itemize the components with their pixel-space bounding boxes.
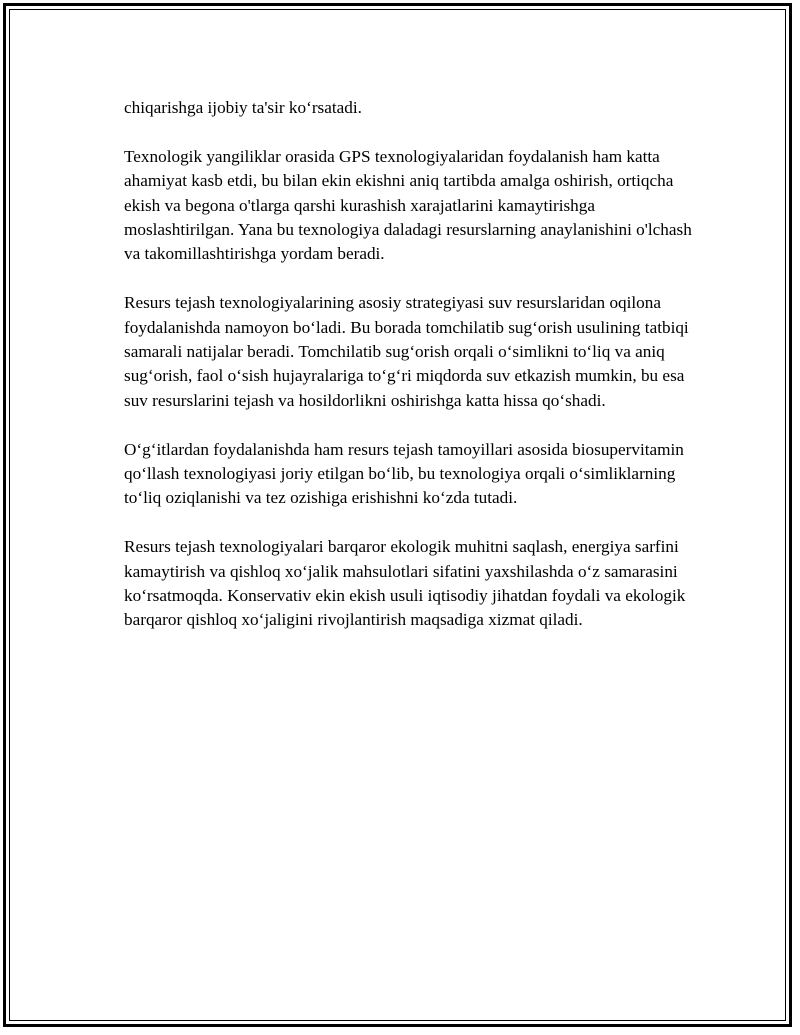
paragraph-conclusion: Resurs tejash texnologiyalari barqaror ekologik muhitni saqlash, energiya sarfini kamaytirish va qishloq xo‘jalik mahsulotlari sifatini yaxshilashda o‘z samarasini ko‘rsatmoqda. Konservativ ekin ekish usuli iqtisodiy jihatdan foydali va ekologik barqaror qishloq xo‘jaligini rivojlantirish maqsadiga xizmat qiladi. (124, 537, 686, 630)
paragraph-fertilizers: O‘g‘itlardan foydalanishda ham resurs tejash tamoyillari asosida biosupervitamin qo‘llash texnologiyasi joriy etilgan bo‘lib, bu texnologiya orqali o‘simliklarning to‘liq oziqlanishi va tez ozishiga erishishni ko‘zda tutadi. (124, 439, 684, 508)
page-frame (3, 3, 792, 1027)
paragraph-gps-technology: Texnologik yangiliklar orasida GPS texnologiyalaridan foydalanish ham katta ahamiyat kasb etdi, bu bilan ekin ekishni aniq tartibda amalga oshirish, ortiqcha ekish va begona o'tlarga qarshi kurashish xarajatlarini kamaytirishga moslashtirilgan. Yana bu texnologiya daladagi resurslarning anaylanishini o'lchash va takomillashtirishga yordam beradi. (124, 146, 692, 264)
paragraph-continuation: chiqarishga ijobiy ta'sir ko‘rsatadi. (124, 98, 362, 117)
document-body (124, 96, 694, 657)
paragraph-drip-irrigation: Resurs tejash texnologiyalarining asosiy strategiyasi suv resurslaridan oqilona foydalanishda namoyon bo‘ladi. Bu borada tomchilatib sug‘orish usulining tatbiqi samarali natijalar beradi. Tomchilatib sug‘orish orqali o‘simlikni to‘liq va aniq sug‘orish, faol o‘sish hujayralariga to‘g‘ri miqdorda suv etkazish mumkin, bu esa suv resurslarini tejash va hosildorlikni oshirishga katta hissa qo‘shadi. (124, 293, 689, 410)
